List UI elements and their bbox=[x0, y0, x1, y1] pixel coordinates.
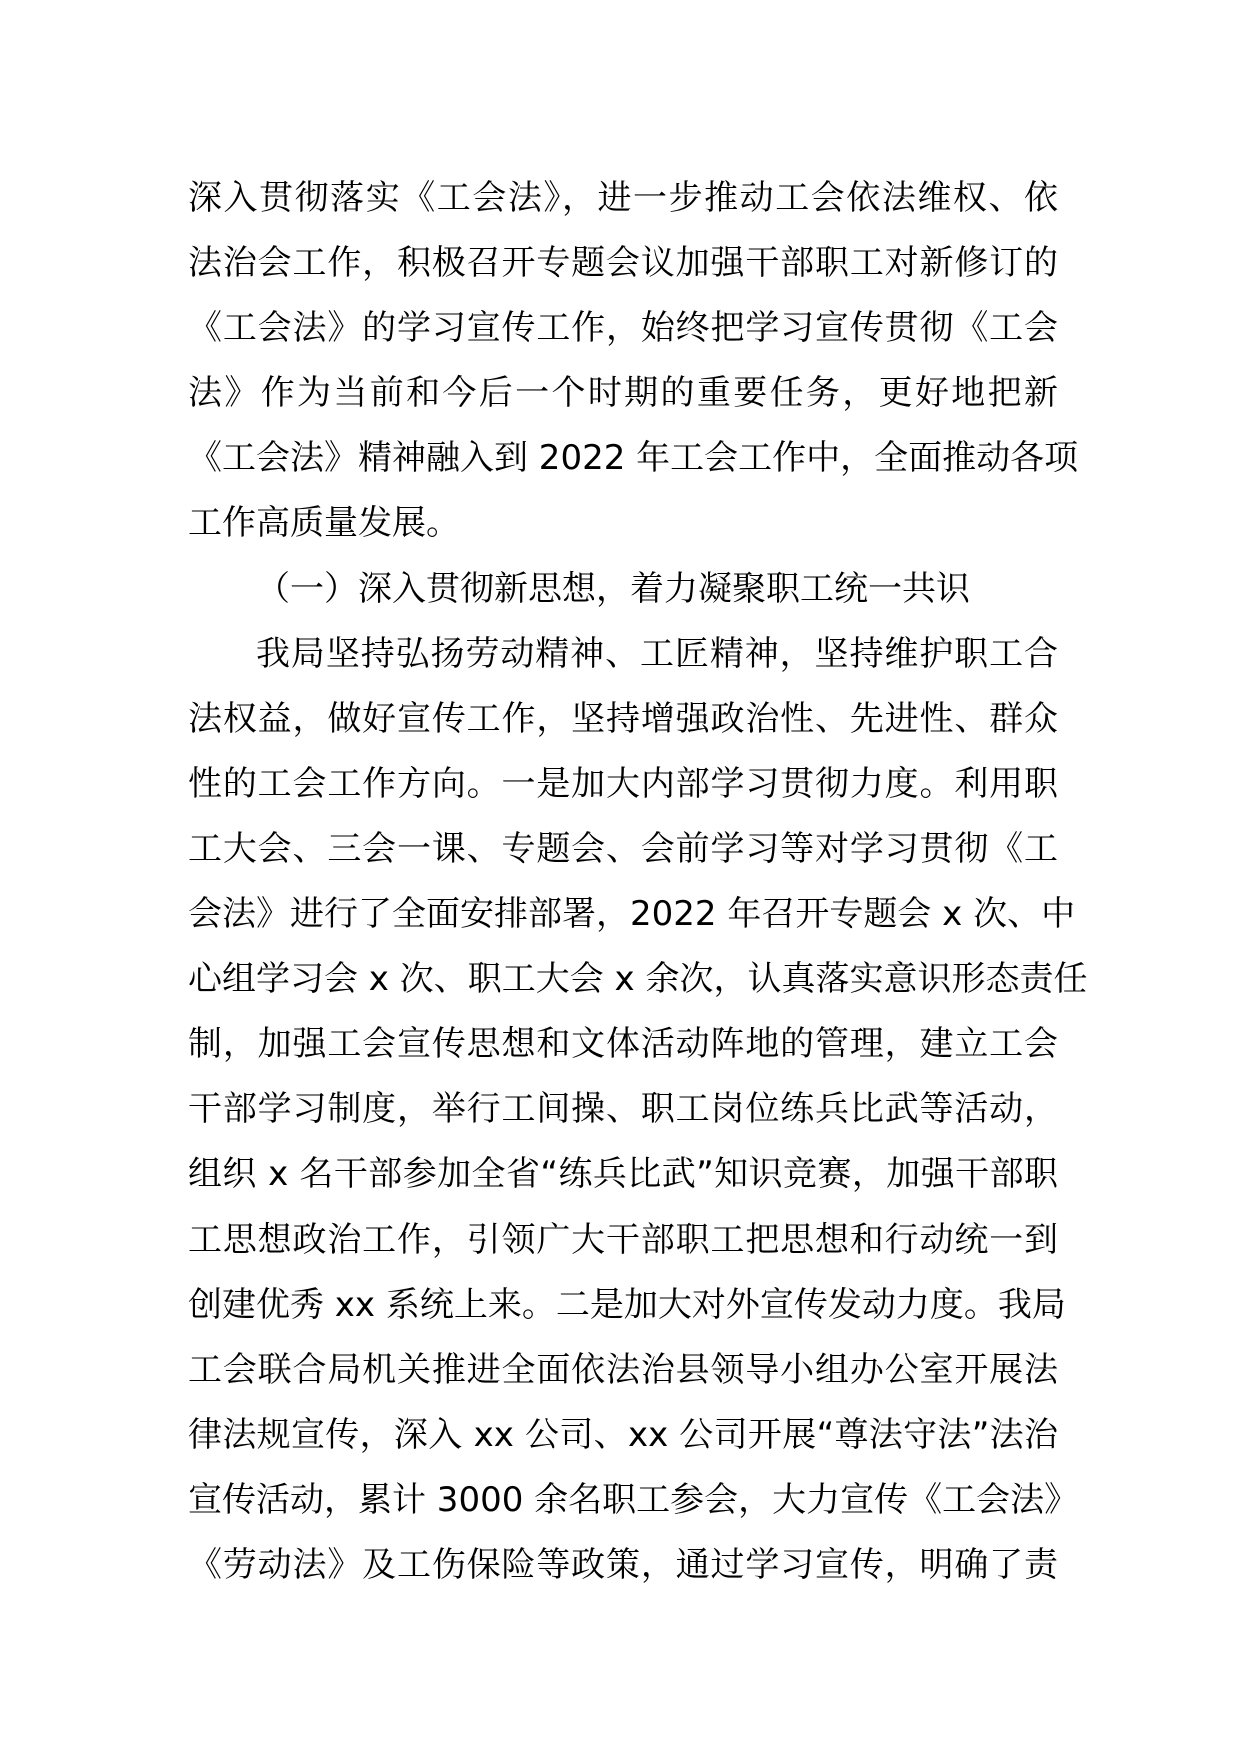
text-line: 干部学习制度，举行工间操、职工岗位练兵比武等活动， bbox=[188, 1089, 1058, 1130]
text-line: 深入贯彻落实《工会法》，进一步推动工会依法维权、依 bbox=[188, 178, 1058, 218]
text-line: 工作高质量发展。 bbox=[188, 503, 460, 544]
text-line: 工会联合局机关推进全面依法治县领导小组办公室开展法 bbox=[188, 1349, 1058, 1390]
text-line: 工思想政治工作，引领广大干部职工把思想和行动统一到 bbox=[188, 1219, 1058, 1260]
text-line: 工大会、三会一课、专题会、会前学习等对学习贯彻《工 bbox=[188, 828, 1058, 869]
text-line: 《工会法》精神融入到 2022 年工会工作中，全面推动各项 bbox=[188, 438, 1079, 479]
text-line: 《劳动法》及工伤保险等政策，通过学习宣传，明确了责 bbox=[188, 1544, 1058, 1585]
paragraph-union-law bbox=[188, 166, 1079, 557]
paragraph-publicity-work bbox=[188, 622, 1088, 1598]
text-line: 组织 x 名干部参加全省“练兵比武”知识竞赛，加强干部职 bbox=[188, 1154, 1058, 1195]
section-heading: （一）深入贯彻新思想，着力凝聚职工统一共识 bbox=[256, 568, 970, 609]
text-line: 法权益，做好宣传工作，坚持增强政治性、先进性、群众 bbox=[188, 698, 1058, 739]
text-line: 心组学习会 x 次、职工大会 x 余次，认真落实意识形态责任 bbox=[188, 959, 1088, 1000]
document-body bbox=[188, 166, 1088, 1598]
text-line: 律法规宣传，深入 xx 公司、xx 公司开展“尊法守法”法治 bbox=[188, 1414, 1058, 1455]
text-line: 制，加强工会宣传思想和文体活动阵地的管理，建立工会 bbox=[188, 1024, 1058, 1065]
text-line: 会法》进行了全面安排部署，2022 年召开专题会 x 次、中 bbox=[188, 894, 1076, 935]
text-line: 宣传活动，累计 3000 余名职工参会，大力宣传《工会法》 bbox=[188, 1479, 1079, 1520]
text-line: 法治会工作，积极召开专题会议加强干部职工对新修订的 bbox=[188, 243, 1058, 284]
text-line: 法》作为当前和今后一个时期的重要任务，更好地把新 bbox=[188, 373, 1058, 414]
text-line: 《工会法》的学习宣传工作，始终把学习宣传贯彻《工会 bbox=[188, 308, 1058, 349]
text-line: 创建优秀 xx 系统上来。二是加大对外宣传发动力度。我局 bbox=[188, 1284, 1066, 1325]
text-line: 我局坚持弘扬劳动精神、工匠精神，坚持维护职工合 bbox=[256, 633, 1058, 674]
text-line: 性的工会工作方向。一是加大内部学习贯彻力度。利用职 bbox=[188, 763, 1058, 804]
